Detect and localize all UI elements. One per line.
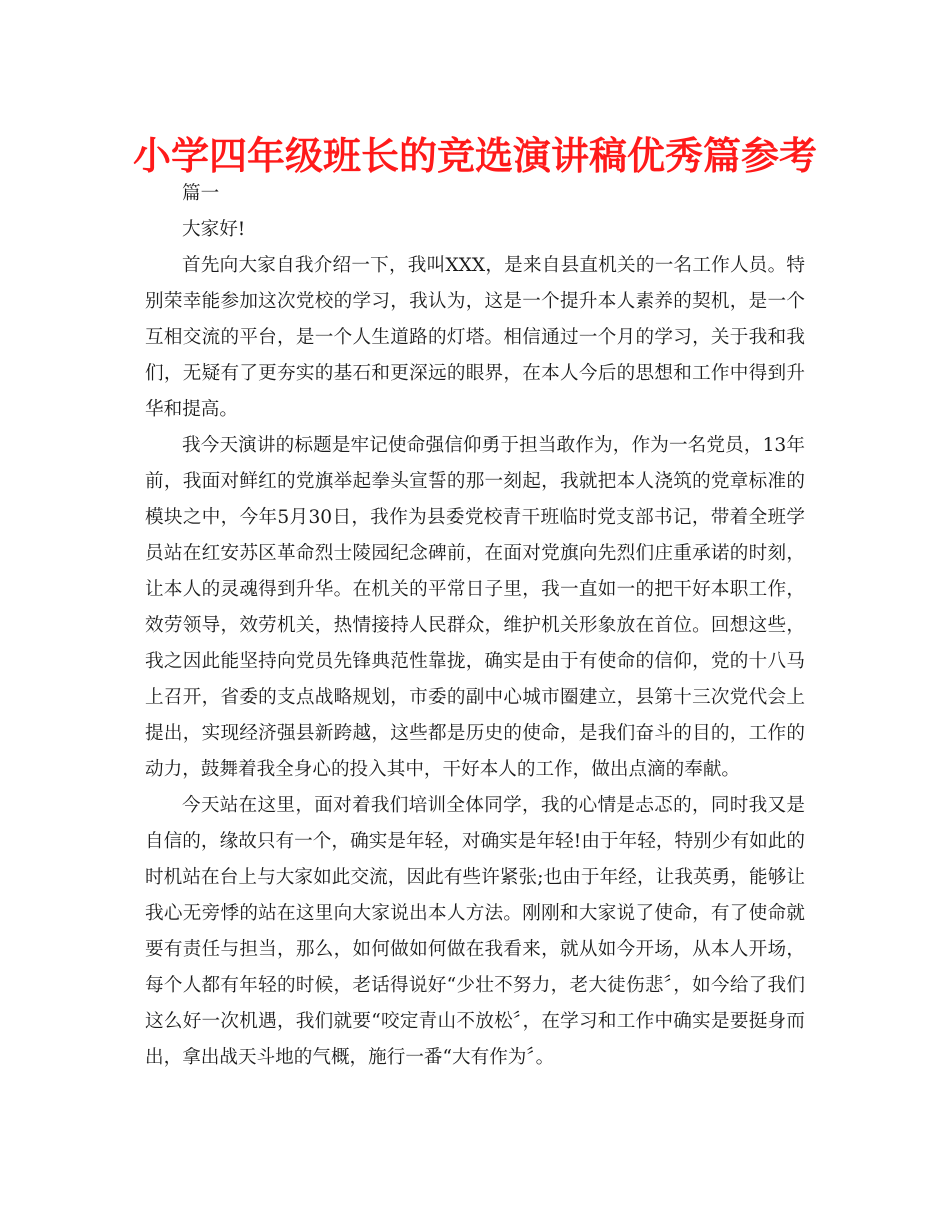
- text-line: 我今天演讲的标题是牢记使命强信仰勇于担当敢作为，作为一名党员，13年: [182, 435, 805, 456]
- text-line: 员站在红安苏区革命烈士陵园纪念碑前，在面对党旗向先烈们庄重承诺的时刻，: [145, 543, 805, 564]
- text-line: 效劳领导，效劳机关，热情接持人民群众，维护机关形象放在首位。回想这些，: [145, 615, 805, 636]
- text-line: 动力，鼓舞着我全身心的投入其中，干好本人的工作，做出点滴的奉献。: [145, 759, 741, 780]
- text-line: 让本人的灵魂得到升华。在机关的平常日子里，我一直如一的把干好本职工作，: [145, 579, 805, 600]
- text-line: 大家好!: [182, 219, 246, 240]
- text-line: 我心无旁悸的站在这里向大家说出本人方法。刚刚和大家说了使命，有了使命就: [145, 903, 805, 924]
- text-line: 每个人都有年轻的时候，老话得说好“少壮不努力，老大徒伤悲〞，如今给了我们: [145, 975, 805, 996]
- text-line: 这么好一次机遇，我们就要“咬定青山不放松〞，在学习和工作中确实是要挺身而: [145, 1011, 805, 1032]
- text-line: 上召开，省委的支点战略规划，市委的副中心城市圈建立，县第十三次党代会上: [145, 687, 805, 708]
- text-line: 要有责任与担当，那么，如何做如何做在我看来，就从如今开场，从本人开场，: [145, 939, 805, 960]
- document-title: 小学四年级班长的竞选演讲稿优秀篇参考: [132, 134, 817, 178]
- text-line: 自信的，缘故只有一个，确实是年轻，对确实是年轻!由于年轻，特别少有如此的: [145, 831, 805, 852]
- text-line: 互相交流的平台，是一个人生道路的灯塔。相信通过一个月的学习，关于我和我: [145, 327, 805, 348]
- text-line: 今天站在这里，面对着我们培训全体同学，我的心情是忐忑的，同时我又是: [182, 795, 805, 816]
- document-body: [145, 176, 805, 1076]
- text-line: 们，无疑有了更夯实的基石和更深远的眼界，在本人今后的思想和工作中得到升: [145, 363, 805, 384]
- text-line: 篇一: [182, 183, 220, 204]
- text-line: 我之因此能坚持向党员先锋典范性靠拢，确实是由于有使命的信仰，党的十八马: [145, 651, 805, 672]
- text-line: 华和提高。: [145, 399, 238, 420]
- text-line: 时机站在台上与大家如此交流，因此有些许紧张;也由于年经，让我英勇，能够让: [145, 867, 805, 888]
- text-line: 提出，实现经济强县新跨越，这些都是历史的使命，是我们奋斗的目的，工作的: [145, 723, 805, 744]
- text-line: 别荣幸能参加这次党校的学习，我认为，这是一个提升本人素养的契机，是一个: [145, 291, 805, 312]
- text-line: 出，拿出战天斗地的气概，施行一番“大有作为〞。: [145, 1047, 555, 1068]
- text-line: 首先向大家自我介绍一下，我叫XXX，是来自县直机关的一名工作人员。特: [182, 255, 805, 276]
- text-line: 模块之中，今年5月30日，我作为县委党校青干班临时党支部书记，带着全班学: [145, 507, 805, 528]
- text-line: 前，我面对鲜红的党旗举起拳头宣誓的那一刻起，我就把本人浇筑的党章标准的: [145, 471, 805, 492]
